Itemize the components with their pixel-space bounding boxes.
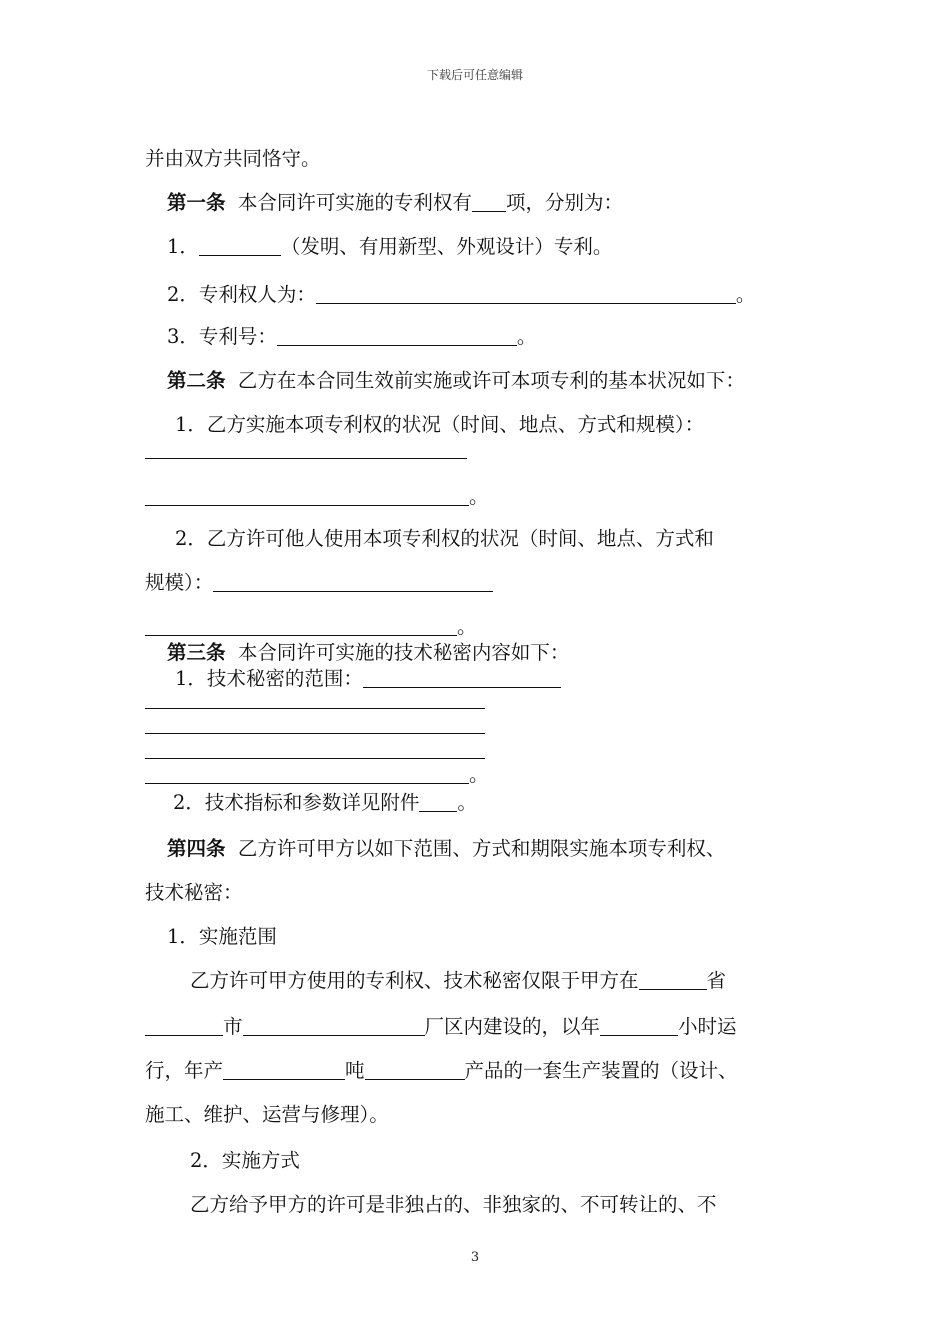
text-line	[190, 968, 726, 994]
article-title: 第三条	[167, 641, 226, 664]
list-item	[173, 790, 477, 816]
item-text: 厂区内建设的，以年	[424, 1015, 601, 1038]
article-1	[167, 190, 623, 216]
item-text: 市	[223, 1015, 243, 1038]
blank-field	[316, 283, 736, 304]
item-text: 吨	[345, 1059, 365, 1082]
item-text: 。	[469, 485, 489, 508]
text-line	[145, 1014, 737, 1040]
blank-field	[243, 1015, 425, 1036]
article-4	[167, 836, 725, 862]
section-heading: 2．实施方式	[190, 1149, 300, 1172]
list-item	[167, 234, 612, 260]
article-text: 本合同许可实施的专利权有	[237, 191, 472, 214]
article-2	[167, 368, 745, 394]
item-text: 小时运	[678, 1015, 737, 1038]
page-number: 3	[470, 1250, 480, 1265]
item-text: 。	[457, 791, 477, 814]
text-line	[145, 1058, 738, 1084]
blank-field	[145, 485, 469, 506]
blank-field	[472, 191, 506, 212]
list-item	[145, 762, 489, 788]
list-item: 2．乙方许可他人使用本项专利权的状况（时间、地点、方式和	[175, 527, 714, 550]
item-text: 。	[516, 325, 537, 348]
blank-field	[365, 1059, 465, 1080]
blank-line	[145, 458, 467, 459]
item-text: 2．专利权人为：	[167, 283, 316, 306]
blank-field	[213, 571, 493, 592]
text-line: 乙方给予甲方的许可是非独占的、非独家的、不可转让的、不	[190, 1193, 717, 1216]
item-text: 规模）：	[145, 571, 214, 594]
article-title: 第二条	[167, 369, 226, 392]
list-item	[175, 666, 561, 692]
blank-field	[145, 615, 457, 636]
blank-line	[145, 733, 485, 734]
section-heading: 1．实施范围	[167, 925, 277, 948]
item-text: 。	[457, 615, 477, 638]
item-text: 产品的一套生产装置的（设计、	[464, 1059, 738, 1082]
blank-field	[363, 667, 561, 688]
text-line: 技术秘密：	[145, 881, 243, 904]
blank-field	[277, 325, 517, 346]
item-text: 。	[735, 283, 756, 306]
list-item	[167, 324, 536, 350]
blank-field	[199, 235, 281, 256]
blank-field	[600, 1015, 678, 1036]
list-item	[145, 484, 489, 510]
article-text: 项，分别为：	[505, 191, 623, 214]
item-number: 1．	[167, 235, 199, 258]
list-item	[167, 282, 755, 308]
item-text: 1．技术秘密的范围：	[175, 667, 363, 690]
item-text: 行，年产	[145, 1059, 224, 1082]
article-title: 第一条	[167, 191, 226, 214]
article-text: 乙方许可甲方以如下范围、方式和期限实施本项专利权、	[237, 837, 726, 860]
item-text: 。	[469, 763, 489, 786]
article-text: 本合同许可实施的技术秘密内容如下：	[237, 641, 570, 664]
blank-field	[419, 791, 457, 812]
blank-field	[145, 763, 469, 784]
item-text: 3．专利号：	[167, 325, 277, 348]
item-text: 2．技术指标和参数详见附件	[173, 791, 420, 814]
article-3	[167, 640, 569, 666]
article-title: 第四条	[167, 837, 226, 860]
text-line: 施工、维护、运营与修理）。	[145, 1103, 389, 1126]
blank-line	[145, 758, 485, 759]
item-text: 乙方许可甲方使用的专利权、技术秘密仅限于甲方在	[190, 969, 639, 992]
page-header: 下载后可任意编辑	[426, 68, 523, 82]
blank-field	[639, 969, 707, 990]
item-text: 省	[706, 969, 727, 992]
list-item	[145, 570, 493, 596]
blank-field	[145, 1015, 223, 1036]
item-text: （发明、有用新型、外观设计）专利。	[280, 235, 613, 258]
blank-line	[145, 708, 485, 709]
article-text: 乙方在本合同生效前实施或许可本项专利的基本状况如下：	[237, 369, 745, 392]
text-line: 并由双方共同恪守。	[145, 147, 321, 170]
blank-field	[223, 1059, 345, 1080]
list-item: 1．乙方实施本项专利权的状况（时间、地点、方式和规模）：	[175, 413, 705, 436]
list-item	[145, 614, 477, 640]
